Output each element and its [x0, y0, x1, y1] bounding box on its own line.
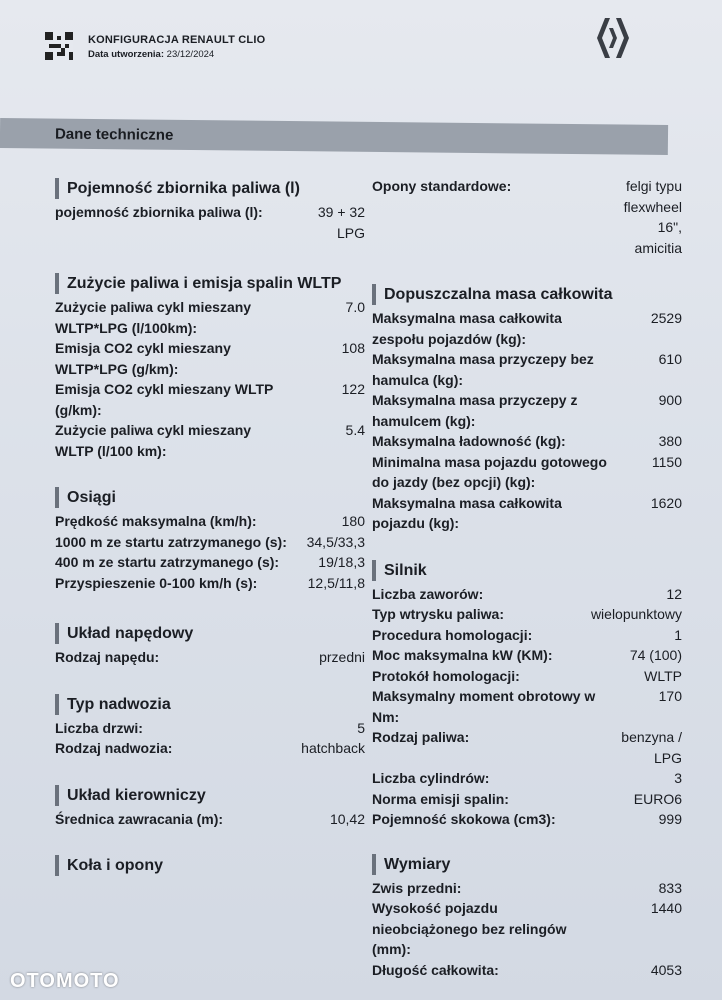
spec-label: Rodzaj paliwa:: [372, 729, 470, 745]
spec-section: [55, 694, 365, 759]
spec-value: 12,5/11,8: [307, 574, 365, 591]
spec-section: [372, 560, 682, 830]
spec-value: 122: [341, 381, 365, 397]
spec-value: 1150: [651, 453, 682, 470]
spec-section: [55, 785, 365, 830]
spec-label: Maksymalna ładowność (kg):: [372, 433, 566, 449]
creation-date: [88, 49, 214, 60]
spec-label: Emisja CO2 cykl mieszany WLTP*LPG (g/km):: [55, 340, 231, 377]
spec-value: WLTP: [644, 667, 682, 684]
spec-value: 4053: [650, 961, 682, 978]
spec-value: 5.4: [345, 422, 365, 438]
spec-label: Maksymalna masa przyczepy bez hamulca (kg):: [372, 351, 594, 388]
spec-label: Maksymalna masa przyczepy z hamulcem (kg):: [372, 392, 578, 429]
qr-code-icon: [45, 32, 73, 60]
spec-label: Minimalna masa pojazdu gotowego do jazdy (bez opcji) (kg):: [372, 453, 607, 490]
spec-row: [55, 511, 365, 532]
spec-label: Pojemność skokowa (cm3):: [372, 811, 556, 827]
spec-value: felgi typu flexwheel 16", amicitia: [623, 178, 682, 256]
spec-label: Moc maksymalna kW (KM):: [372, 647, 553, 663]
spec-value: 1620: [650, 494, 682, 511]
spec-label: Długość całkowita:: [372, 961, 499, 978]
spec-section: [55, 855, 365, 876]
spec-label: Typ wtrysku paliwa:: [372, 606, 504, 622]
spec-row: [372, 308, 682, 349]
spec-label: Protokół homologacji:: [372, 667, 520, 684]
spec-section: [55, 623, 365, 668]
section-title: Koła i opony: [55, 855, 365, 876]
spec-label: Maksymalna masa całkowita pojazdu (kg):: [372, 494, 562, 531]
spec-value: 380: [658, 433, 682, 449]
watermark: OTOMOTO: [10, 970, 120, 992]
spec-label: Prędkość maksymalna (km/h):: [55, 513, 257, 529]
spec-label: Liczba zaworów:: [372, 585, 484, 602]
spec-row: [372, 809, 682, 830]
spec-value: 170: [658, 688, 682, 704]
spec-label: Zwis przedni:: [372, 879, 462, 896]
spec-row: [55, 202, 365, 243]
spec-label: Emisja CO2 cykl mieszany WLTP (g/km):: [55, 381, 274, 418]
spec-row: [372, 768, 682, 789]
spec-value: hatchback: [301, 740, 365, 756]
spec-value: przedni: [319, 649, 365, 665]
spec-row: [372, 686, 682, 727]
section-title: Osiągi: [55, 487, 365, 508]
right-column: [372, 176, 682, 980]
spec-row: [372, 878, 682, 899]
spec-row: [55, 532, 365, 553]
spec-value: 19/18,3: [318, 554, 365, 570]
spec-section: [55, 178, 365, 243]
spec-value: 999: [658, 811, 682, 827]
spec-row: [372, 176, 682, 258]
spec-label: Wysokość pojazdu nieobciążonego bez relingów (mm):: [372, 900, 567, 957]
spec-label: Maksymalny moment obrotowy w Nm:: [372, 688, 596, 725]
spec-row: [55, 379, 365, 420]
document-header: [45, 32, 685, 72]
spec-value: 10,42: [329, 810, 365, 827]
spec-label: 400 m ze startu zatrzymanego (s):: [55, 554, 280, 570]
spec-label: Zużycie paliwa cykl mieszany WLTP*LPG (l/100km):: [55, 299, 252, 336]
spec-row: [372, 625, 682, 646]
spec-row: [372, 789, 682, 810]
spec-label: Procedura homologacji:: [372, 626, 533, 643]
spec-value: wielopunktowy: [590, 606, 682, 622]
spec-row: [55, 338, 365, 379]
spec-row: [55, 573, 365, 594]
spec-row: [372, 431, 682, 452]
spec-value: 180: [341, 513, 365, 529]
spec-value: benzyna / LPG: [621, 729, 682, 766]
spec-label: Maksymalna masa całkowita zespołu pojazdów (kg):: [372, 310, 562, 347]
spec-value: 900: [658, 392, 682, 408]
spec-label: Opony standardowe:: [372, 178, 512, 194]
spec-section: [55, 487, 365, 593]
section-title: Układ kierowniczy: [55, 785, 365, 806]
spec-row: [372, 727, 682, 768]
creation-date-value: 23/12/2024: [166, 49, 215, 60]
spec-label: Liczba cylindrów:: [372, 770, 490, 786]
spec-label: Norma emisji spalin:: [372, 790, 509, 807]
spec-row: [55, 297, 365, 338]
spec-value: 1: [674, 626, 682, 643]
spec-row: [372, 645, 682, 666]
spec-section: [372, 284, 682, 534]
spec-value: 34,5/33,3: [306, 533, 365, 550]
section-band: [0, 118, 668, 155]
spec-label: Przyspieszenie 0-100 km/h (s):: [55, 574, 258, 591]
spec-value: 74 (100): [629, 647, 682, 663]
spec-row: [55, 738, 365, 759]
spec-label: 1000 m ze startu zatrzymanego (s):: [55, 533, 287, 550]
spec-label: Zużycie paliwa cykl mieszany WLTP (l/100 km):: [55, 422, 252, 459]
spec-value: 610: [658, 351, 682, 367]
spec-value: 7.0: [345, 299, 365, 315]
spec-value: 5: [357, 719, 365, 736]
spec-value: 2529: [650, 310, 682, 326]
section-title: Wymiary: [372, 854, 682, 875]
spec-value: 3: [674, 770, 682, 786]
spec-row: [55, 647, 365, 668]
spec-row: [55, 809, 365, 830]
renault-logo-icon: [595, 16, 631, 60]
spec-row: [55, 718, 365, 739]
section-title: Dopuszczalna masa całkowita: [372, 284, 682, 305]
section-title: Typ nadwozia: [55, 694, 365, 715]
spec-row: [372, 493, 682, 534]
spec-row: [372, 666, 682, 687]
spec-section: [372, 176, 682, 258]
config-title: KONFIGURACJA RENAULT CLIO: [88, 34, 266, 46]
spec-row: [372, 349, 682, 390]
spec-value: 1440: [650, 900, 682, 916]
spec-value: 108: [341, 340, 365, 356]
section-title: Układ napędowy: [55, 623, 365, 644]
spec-row: [372, 452, 682, 493]
spec-row: [372, 960, 682, 981]
band-title: Dane techniczne: [54, 125, 174, 144]
spec-value: 39 + 32 LPG: [317, 204, 365, 241]
spec-label: Liczba drzwi:: [55, 719, 143, 736]
spec-row: [55, 420, 365, 461]
section-title: Zużycie paliwa i emisja spalin WLTP: [55, 273, 365, 294]
spec-label: Rodzaj nadwozia:: [55, 740, 173, 756]
spec-row: [372, 390, 682, 431]
spec-section: [55, 273, 365, 461]
section-title: Silnik: [372, 560, 682, 581]
spec-row: [372, 584, 682, 605]
spec-row: [372, 898, 682, 960]
spec-label: Średnica zawracania (m):: [55, 810, 224, 827]
spec-row: [372, 604, 682, 625]
section-title: Pojemność zbiornika paliwa (l): [55, 178, 365, 199]
spec-row: [55, 552, 365, 573]
spec-value: EURO6: [633, 790, 682, 807]
spec-value: 833: [658, 879, 682, 896]
creation-date-label: Data utworzenia:: [88, 49, 165, 60]
spec-value: 12: [666, 585, 682, 602]
spec-label: Rodzaj napędu:: [55, 649, 160, 665]
left-column: [55, 178, 365, 879]
spec-label: pojemność zbiornika paliwa (l):: [55, 204, 263, 220]
spec-section: [372, 854, 682, 981]
